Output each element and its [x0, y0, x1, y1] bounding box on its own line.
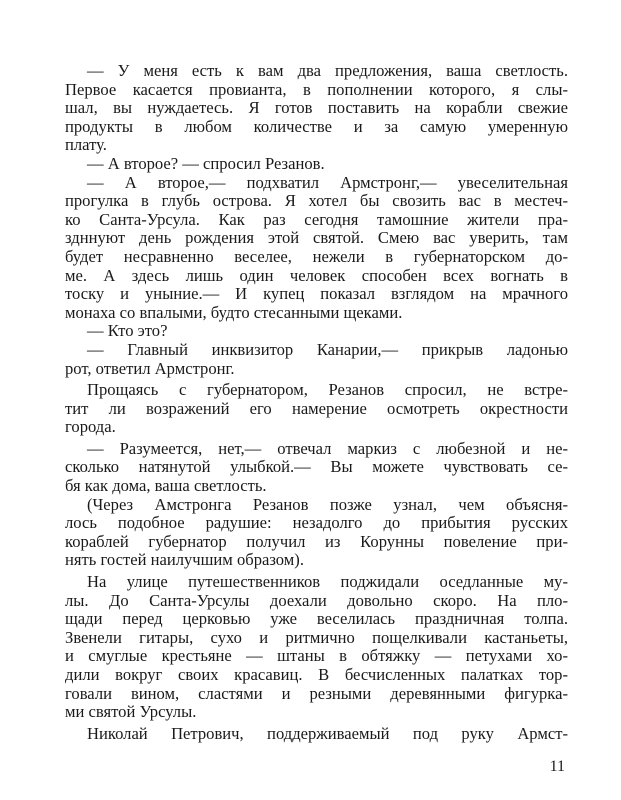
- text-line: будет несравненно веселее, нежели в губернаторском до-: [65, 246, 568, 266]
- page-number: 11: [549, 758, 565, 775]
- text-line: — А второе? — спросил Резанов.: [87, 153, 325, 173]
- text-line: города.: [65, 417, 116, 437]
- text-line: ми святой Урсулы.: [65, 702, 197, 722]
- text-line: тоску и уныние.— И купец показал взглядом на мрачного: [65, 284, 568, 304]
- text-line: — А второе,— подхватил Армстронг,— увеселительная: [87, 172, 568, 192]
- text-line: Николай Петрович, поддерживаемый под руку Армст-: [87, 723, 568, 743]
- text-line: ко Санта-Урсула. Как раз сегодня тамошние жители пра-: [65, 209, 568, 229]
- text-line: прогулка в глубь острова. Я хотел бы свозить вас в местеч-: [65, 191, 568, 211]
- text-line: Первое касается провианта, в пополнении которого, я слы-: [65, 79, 568, 99]
- text-line: Прощаясь с губернатором, Резанов спросил, не встре-: [87, 380, 568, 400]
- text-line: дили вокруг своих красавиц. В бесчисленных палатках тор-: [65, 665, 568, 684]
- text-line: лось подобное радушие: незадолго до прибытия русских: [65, 513, 568, 533]
- text-line: ме. А здесь лишь один человек способен всех вогнать в: [65, 265, 568, 285]
- text-line: нять гостей наилучшим образом).: [65, 550, 304, 570]
- text-line: плату.: [65, 135, 107, 155]
- text-line: лы. До Санта-Урсулы доехали довольно скоро. На пло-: [65, 590, 568, 610]
- text-line: Звенели гитары, сухо и ритмично пощелкивали кастаньеты,: [65, 627, 568, 647]
- text-line: — Кто это?: [87, 321, 168, 341]
- text-line: кораблей губернатор получил из Корунны повеление при-: [65, 531, 568, 551]
- text-line: щади перед церковью уже веселилась праздничная толпа.: [65, 609, 568, 629]
- text-line: (Через Амстронга Резанов позже узнал, чем объясня-: [87, 494, 568, 514]
- text-line: и смуглые крестьяне — штаны в обтяжку — петухами хо-: [65, 646, 568, 666]
- text-line: тит ли возражений его намерение осмотреть окрестности: [65, 398, 568, 418]
- text-line: монаха со впалыми, будто стесанными щеками.: [65, 302, 403, 322]
- text-line: — Главный инквизитор Канарии,— прикрыв ладонью: [87, 339, 568, 359]
- book-page-text: [65, 62, 568, 743]
- text-line: — Разумеется, нет,— отвечал маркиз с любезной и не-: [87, 438, 568, 458]
- text-line: шал, вы нуждаетесь. Я готов поставить на корабли свежие: [65, 98, 568, 118]
- text-line: бя как дома, ваша светлость.: [65, 476, 267, 496]
- text-line: На улице путешественников поджидали оседланные му-: [87, 572, 568, 592]
- text-line: говали вином, сластями и резными деревянными фигурка-: [65, 683, 568, 703]
- text-line: продукты в любом количестве и за самую умеренную: [65, 116, 568, 136]
- text-line: здннуют день рождения этой святой. Смею вас уверить, там: [65, 228, 568, 248]
- text-line: сколько натянутой улыбкой.— Вы можете чувствовать се-: [65, 457, 568, 477]
- text-line: рот, ответил Армстронг.: [65, 358, 235, 378]
- text-line: — У меня есть к вам два предложения, ваша светлость.: [87, 61, 568, 80]
